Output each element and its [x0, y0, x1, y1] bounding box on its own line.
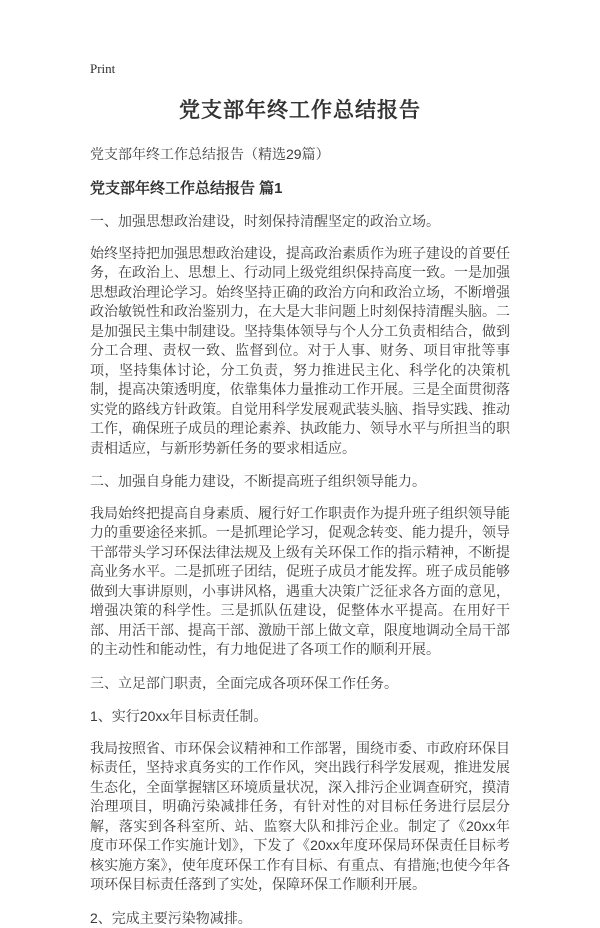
paragraph: 始终坚持把加强思想政治建设，提高政治素质作为班子建设的首要任务，在政治上、思想上、行动同上级党组织保持高度一致。一是加强思想政治理论学习。始终坚持正确的政治方向和政治立场，不断增强政治敏锐性和政治鉴别力，在大是大非问题上时刻保持清醒头脑。二是加强民主集中制建设。坚持集体领导与个人分工负责相结合，做到分工合理、责权一致、监督到位。对于人事、财务、项目审批等事项，坚持集体讨论，分工负责，努力推进民主化、科学化的决策机制，提高决策透明度，依靠集体力量推动工作开展。三是全面贯彻落实党的路线方针政策。自觉用科学发展观武装头脑、指导实践、推动工作，确保班子成员的理论素养、执政能力、领导水平与所担当的职责相适应，与新形势新任务的要求相适应。 [90, 244, 510, 459]
paragraph: 我局始终把提高自身素质、履行好工作职责作为提升班子组织领导能力的重要途径来抓。一是抓理论学习，促观念转变、能力提升，领导干部带头学习环保法律法规及上级有关环保工作的指示精神，不断提高业务水平。二是抓班子团结，促班子成员才能发挥。班子成员能够做到大事讲原则，小事讲风格，遇重大决策广泛征求各方面的意见，增强决策的科学性。三是抓队伍建设，促整体水平提高。在用好干部、用活干部、提高干部、激励干部上做文章，限度地调动全局干部的主动性和能动性，有力地促进了各项工作的顺利开展。 [90, 504, 510, 660]
section-heading-2: 二、加强自身能力建设，不断提高班子组织领导能力。 [90, 472, 510, 492]
paragraph: 我局按照省、市环保会议精神和工作部署，围绕市委、市政府环保目标责任，坚持求真务实的工作作风，突出践行科学发展观，推进发展生态化，全面掌握辖区环境质量状况，深入排污企业调查研究，摸清治理项目，明确污染减排任务，有针对性的对目标任务进行层层分解，落实到各科室所、站、监察大队和排污企业。制定了《20xx年度市环保工作实施计划》，下发了《20xx年度环保局环保责任目标考核实施方案》，使年度环保工作有目标、有重点、有措施;也使今年各项环保目标责任落到了实处，保障环保工作顺利开展。 [90, 739, 510, 895]
sub-heading-2: 2、完成主要污染物减排。 [90, 909, 510, 928]
print-link[interactable]: Print [90, 61, 115, 77]
section-heading-1: 一、加强思想政治建设，时刻保持清醒坚定的政治立场。 [90, 212, 510, 232]
section-heading-3: 三、立足部门职责，全面完成各项环保工作任务。 [90, 674, 510, 694]
page-title: 党支部年终工作总结报告 [90, 94, 510, 124]
document-subtitle: 党支部年终工作总结报告（精选29篇） [90, 144, 510, 164]
sub-heading-1: 1、实行20xx年目标责任制。 [90, 707, 510, 727]
document-section-title: 党支部年终工作总结报告 篇1 [90, 177, 510, 198]
